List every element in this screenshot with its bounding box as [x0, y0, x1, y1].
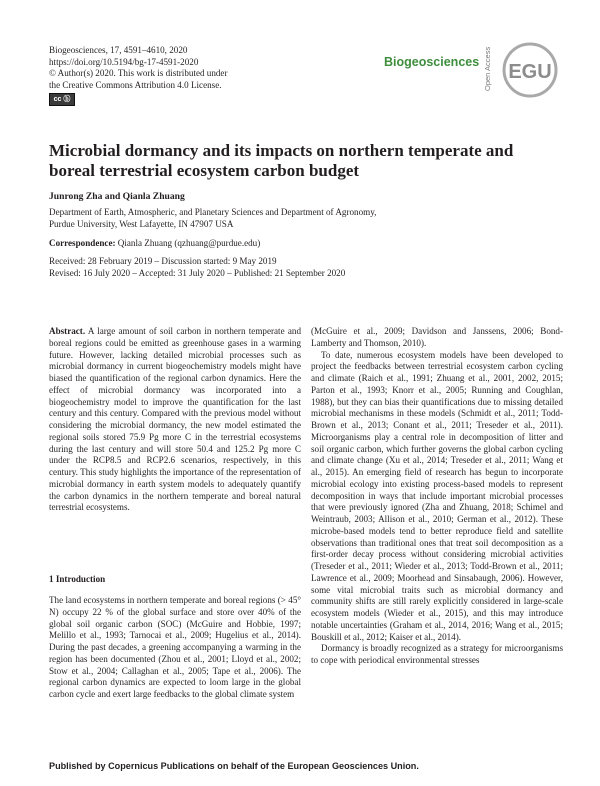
citation: Biogeosciences, 17, 4591–4610, 2020: [49, 45, 188, 55]
egu-logo: [500, 40, 560, 100]
col2-paragraph-3: Dormancy is broadly recognized as a strategy for microorganisms to cope with periodical environmental stresses: [311, 643, 563, 665]
open-access-label: [470, 36, 500, 96]
affiliation: [49, 206, 549, 230]
publisher-footer: Published by Copernicus Publications on behalf of the European Geosciences Union.: [49, 761, 419, 771]
correspondence-label: Correspondence:: [49, 238, 116, 248]
section-heading-introduction: 1 Introduction: [49, 574, 106, 584]
correspondence: [49, 238, 260, 248]
correspondence-email[interactable]: Qianla Zhuang (qzhuang@purdue.edu): [117, 238, 261, 248]
intro-text: The land ecosystems in northern temperate and boreal regions (> 45° N) occupy 22 % of the global surface and store over 40% of the global soil organic carbon (SOC) (McGuire and Hobbie, 1997; Melillo et al., 1993; Tarnocai et al., 2009; Hugelius et al., 2014). During the past decades, a greening accompanying a warming in the region has been documented (Zhou et al., 2001; Lloyd et al., 2002; Stow et al., 2004; Callaghan et al., 2005; Tape et al., 2006). The regional carbon dynamics are expected to loom large in the global carbon cycle and exert large feedbacks to the global climate system: [49, 595, 301, 699]
col2-paragraph-2: To date, numerous ecosystem models have been developed to project the feedbacks between terrestrial ecosystem carbon cycling and climate (Raich et al., 1991; Zhuang et al., 2001, 2002, 2015; Parton et al., 1993; Knorr et al., 2005; Running and Coughlan, 1988), but they can bias their quantifications due to missing detailed microbial mechanisms in these models (Schmidt et al., 2011; Todd-Brown et al., 2013; Conant et al., 2011; Treseder et al., 2011). Microorganisms play a central role in decomposition of litter and soil organic carbon, which further governs the global carbon cycling and climate change (Xu et al., 2014; Treseder et al., 2011; Wang et al., 2015). An emerging field of research has begun to incorporate microbial ecology into existing process-based models to represent decomposition in ways that include important microbial processes that were previously ignored (Zha and Zhuang, 2018; Schimel and Weintraub, 2003; Allison et al., 2010; German et al., 2012). These microbe-based models tend to better reproduce field and satellite observations than traditional ones that treat soil decomposition as a first-order decay process without considering microbial activities (Treseder et al., 2011; Wieder et al., 2013; Todd-Brown et al., 2011; Lawrence et al., 2009; Moorhead and Sinsabaugh, 2006). However, some vital microbial traits such as microbial dormancy and community shifts are still rarely explicitly considered in large-scale ecosystem models (Wieder et al., 2015), and this may introduce notable uncertainties (Graham et al., 2014, 2016; Wang et al., 2015; Bouskill et al., 2012; Kaiser et al., 2014).: [311, 349, 563, 642]
authors: Junrong Zha and Qianla Zhuang: [49, 191, 185, 202]
abstract: [49, 326, 301, 514]
header-block: [49, 45, 228, 106]
right-column: [311, 326, 563, 667]
affiliation-line-1: Department of Earth, Atmospheric, and Planetary Sciences and Department of Agronomy,: [49, 207, 377, 217]
egu-text: EGU: [508, 61, 552, 83]
copyright: © Author(s) 2020. This work is distributed under: [49, 68, 228, 79]
doi-link[interactable]: https://doi.org/10.5194/bg-17-4591-2020: [49, 56, 199, 67]
received-date: Received: 28 February 2019 – Discussion started: 9 May 2019: [49, 256, 277, 266]
abstract-label: Abstract.: [49, 326, 86, 336]
title-line-1: Microbial dormancy and its impacts on northern temperate and: [49, 141, 514, 160]
affiliation-line-2: Purdue University, West Lafayette, IN 47907 USA: [49, 219, 234, 229]
introduction-paragraph: [49, 595, 301, 701]
open-access-text: Open Access: [483, 46, 492, 91]
journal-logo: Biogeosciences: [384, 55, 480, 69]
cc-by-badge[interactable]: cc ⓑ: [49, 93, 75, 106]
revised-date: Revised: 16 July 2020 – Accepted: 31 July 2020 – Published: 21 September 2020: [49, 268, 346, 279]
license-link[interactable]: the Creative Commons Attribution 4.0 License.: [49, 79, 222, 90]
abstract-text: A large amount of soil carbon in northern temperate and boreal regions could be emitted as greenhouse gases in a warming future. However, lacking detailed microbial processes such as microbial dormancy in current biogeochemistry models might have biased the quantification of the regional carbon dynamics. Here the effect of microbial dormancy was incorporated into a biogeochemistry model to improve the quantification for the last century and this century. Compared with the previous model without considering the microbial dormancy, the new model estimated the regional soils stored 75.9 Pg more C in the terrestrial ecosystems during the last century and will store 50.4 and 125.2 Pg more C under the RCP8.5 and RCP2.6 scenarios, respectively, in this century. This study highlights the importance of the representation of microbial dormancy in earth system models to adequately quantify the carbon dynamics in the northern temperate and boreal natural terrestrial ecosystems.: [49, 326, 302, 513]
publication-dates: [49, 255, 345, 279]
title-line-2: boreal terrestrial ecosystem carbon budget: [49, 161, 360, 180]
article-title: [49, 141, 549, 181]
col2-paragraph-1: (McGuire et al., 2009; Davidson and Janssens, 2006; Bond-Lamberty and Thomson, 2010).: [311, 326, 563, 348]
